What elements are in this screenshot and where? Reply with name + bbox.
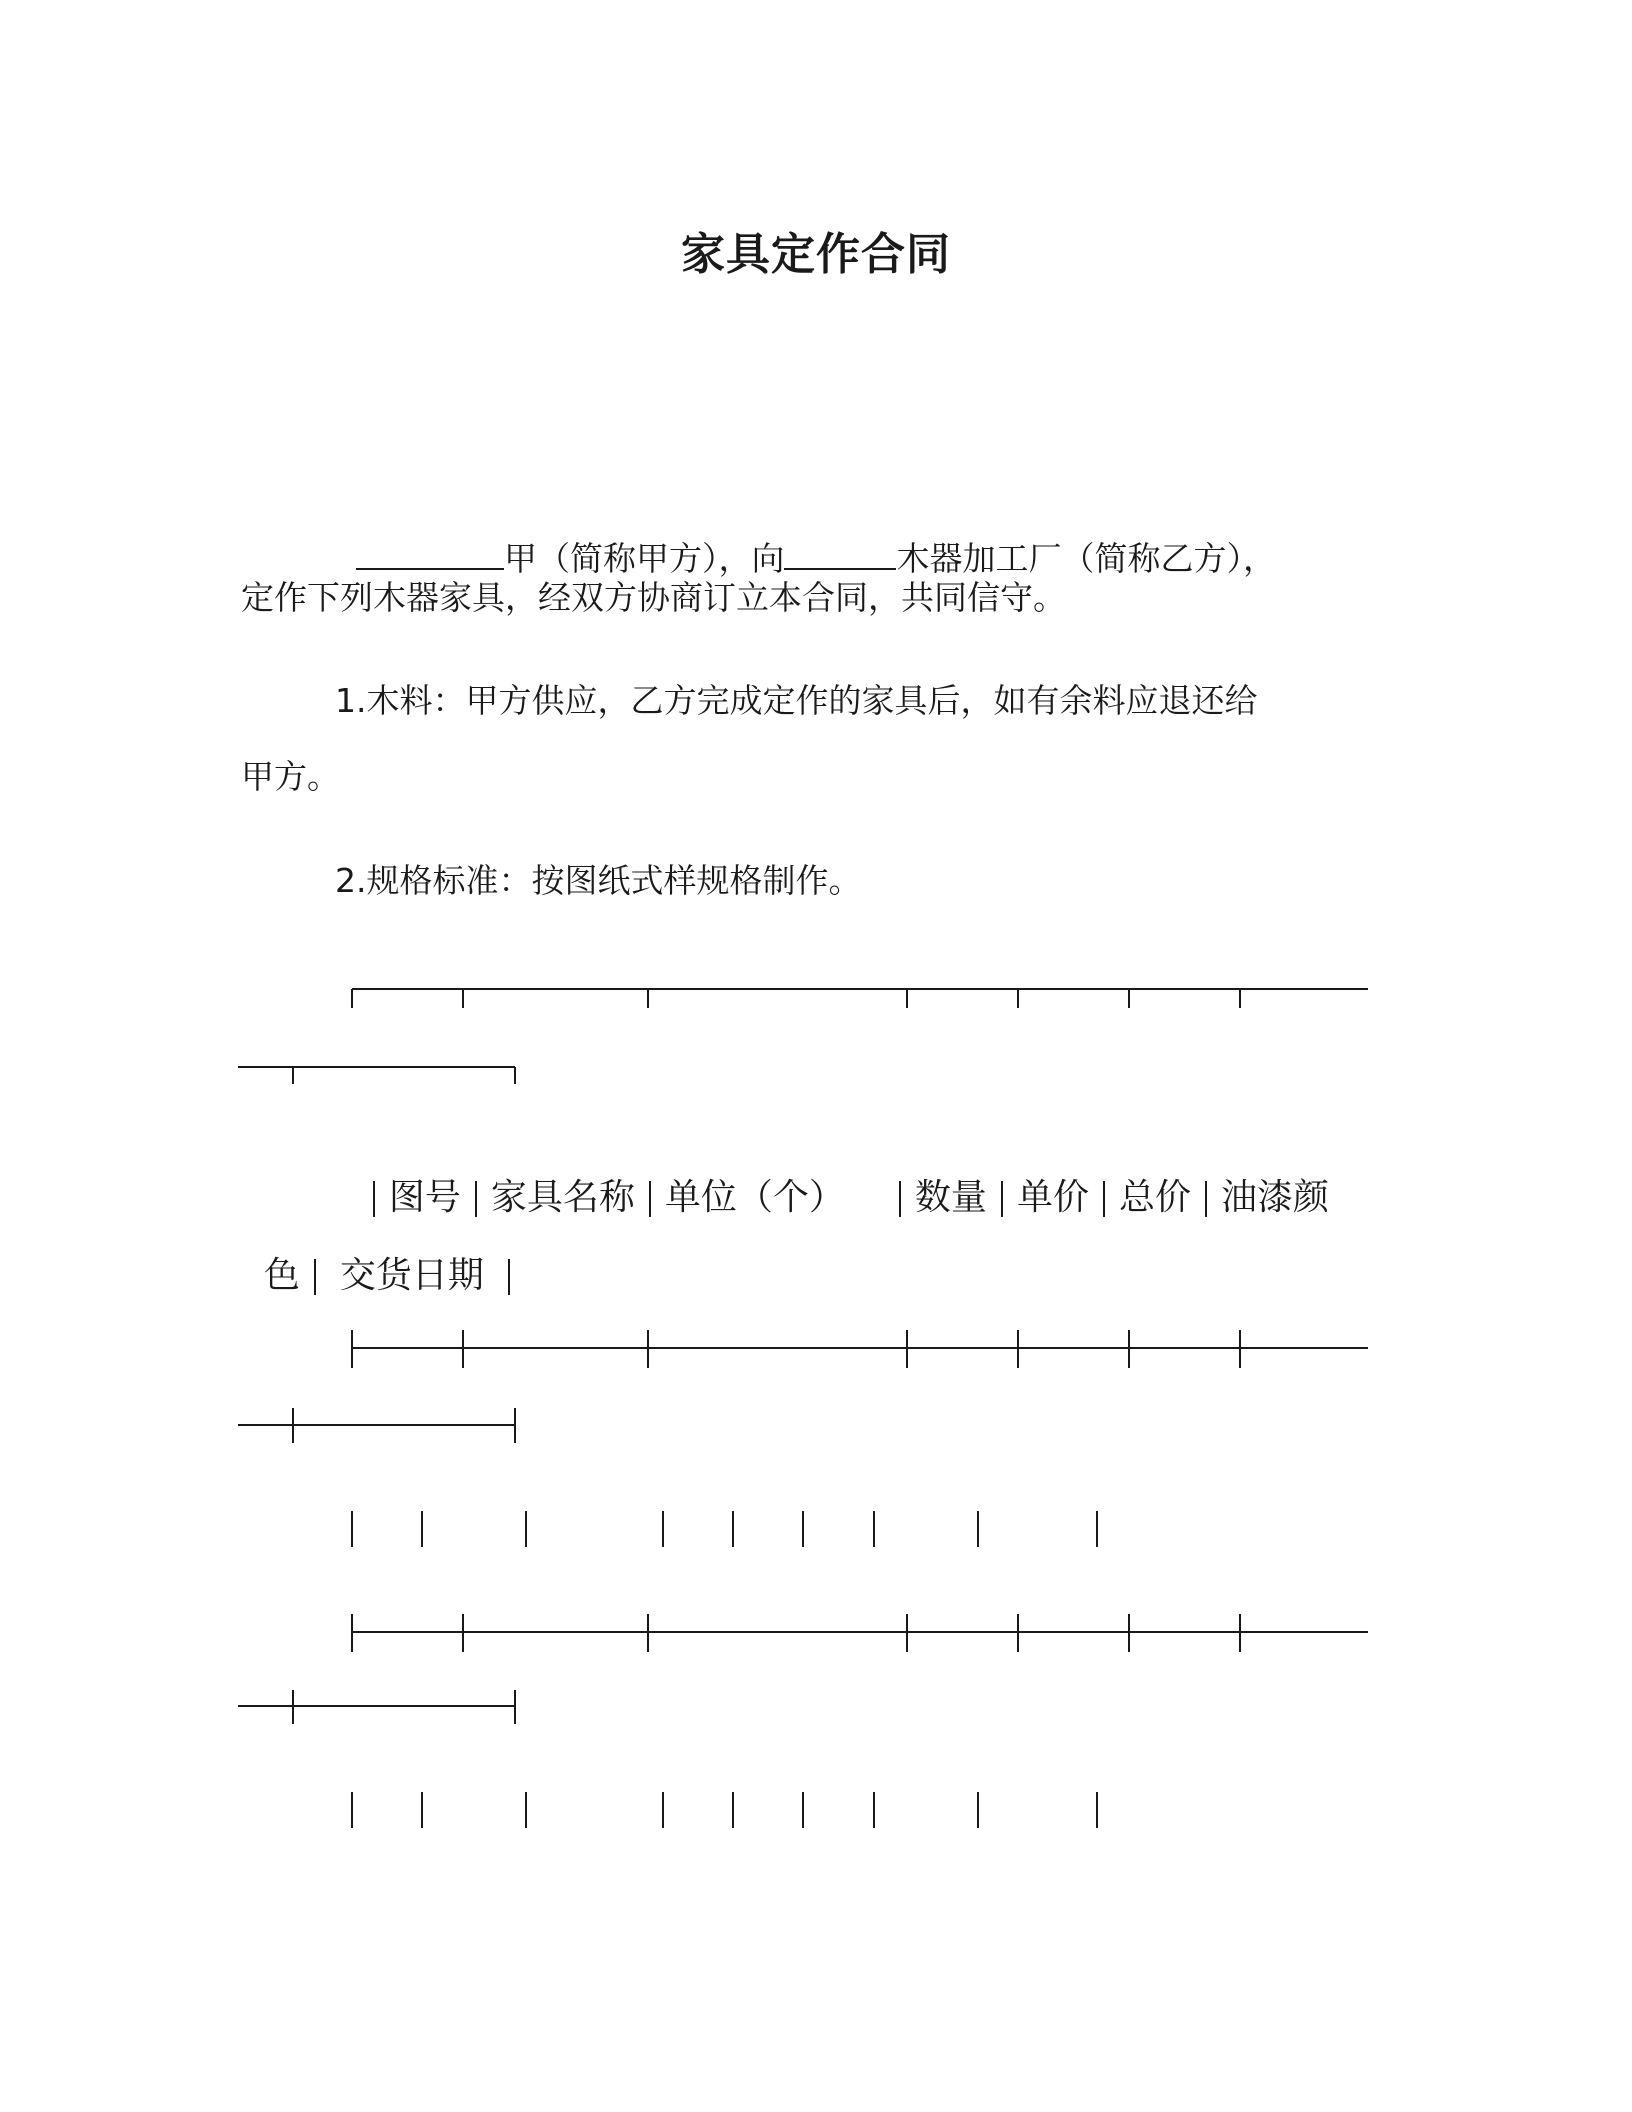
clause-1-line-1: 1.木料：甲方供应，乙方完成定作的家具后，如有余料应退还给 (335, 681, 1258, 720)
party-a-text: 甲（简称甲方），向 (503, 539, 785, 578)
col-separator (314, 1259, 316, 1295)
col-separator (508, 1259, 510, 1295)
col-separator (475, 1181, 477, 1217)
header-cell: 交货日期 (339, 1255, 484, 1296)
header-cell: 家具名称 (490, 1177, 635, 1218)
header-cell: 数量 (914, 1177, 987, 1218)
col-separator (1103, 1181, 1105, 1217)
table-header-row-2 (241, 1222, 524, 1295)
col-separator (373, 1181, 375, 1217)
header-cell: 总价 (1118, 1177, 1191, 1218)
col-separator (899, 1181, 901, 1217)
header-cell: 油漆颜 (1220, 1177, 1329, 1218)
header-cell: 单价 (1016, 1177, 1089, 1218)
col-separator (649, 1181, 651, 1217)
document-title: 家具定作合同 (681, 229, 951, 280)
table-header-row-1 (346, 1144, 1329, 1217)
clause-1-line-2: 甲方。 (241, 757, 340, 796)
col-separator (1001, 1181, 1003, 1217)
col-separator (1205, 1181, 1207, 1217)
clause-2-line-1: 2.规格标准：按图纸式样规格制作。 (335, 861, 862, 900)
factory-text: 木器加工厂（简称乙方）， (896, 539, 1276, 578)
intro-line-2: 定作下列木器家具，经双方协商订立本合同，共同信守。 (241, 578, 1066, 617)
header-cell: 单位（个） (664, 1177, 845, 1218)
header-cell: 图号 (388, 1177, 461, 1218)
header-cell: 色 (263, 1255, 300, 1296)
